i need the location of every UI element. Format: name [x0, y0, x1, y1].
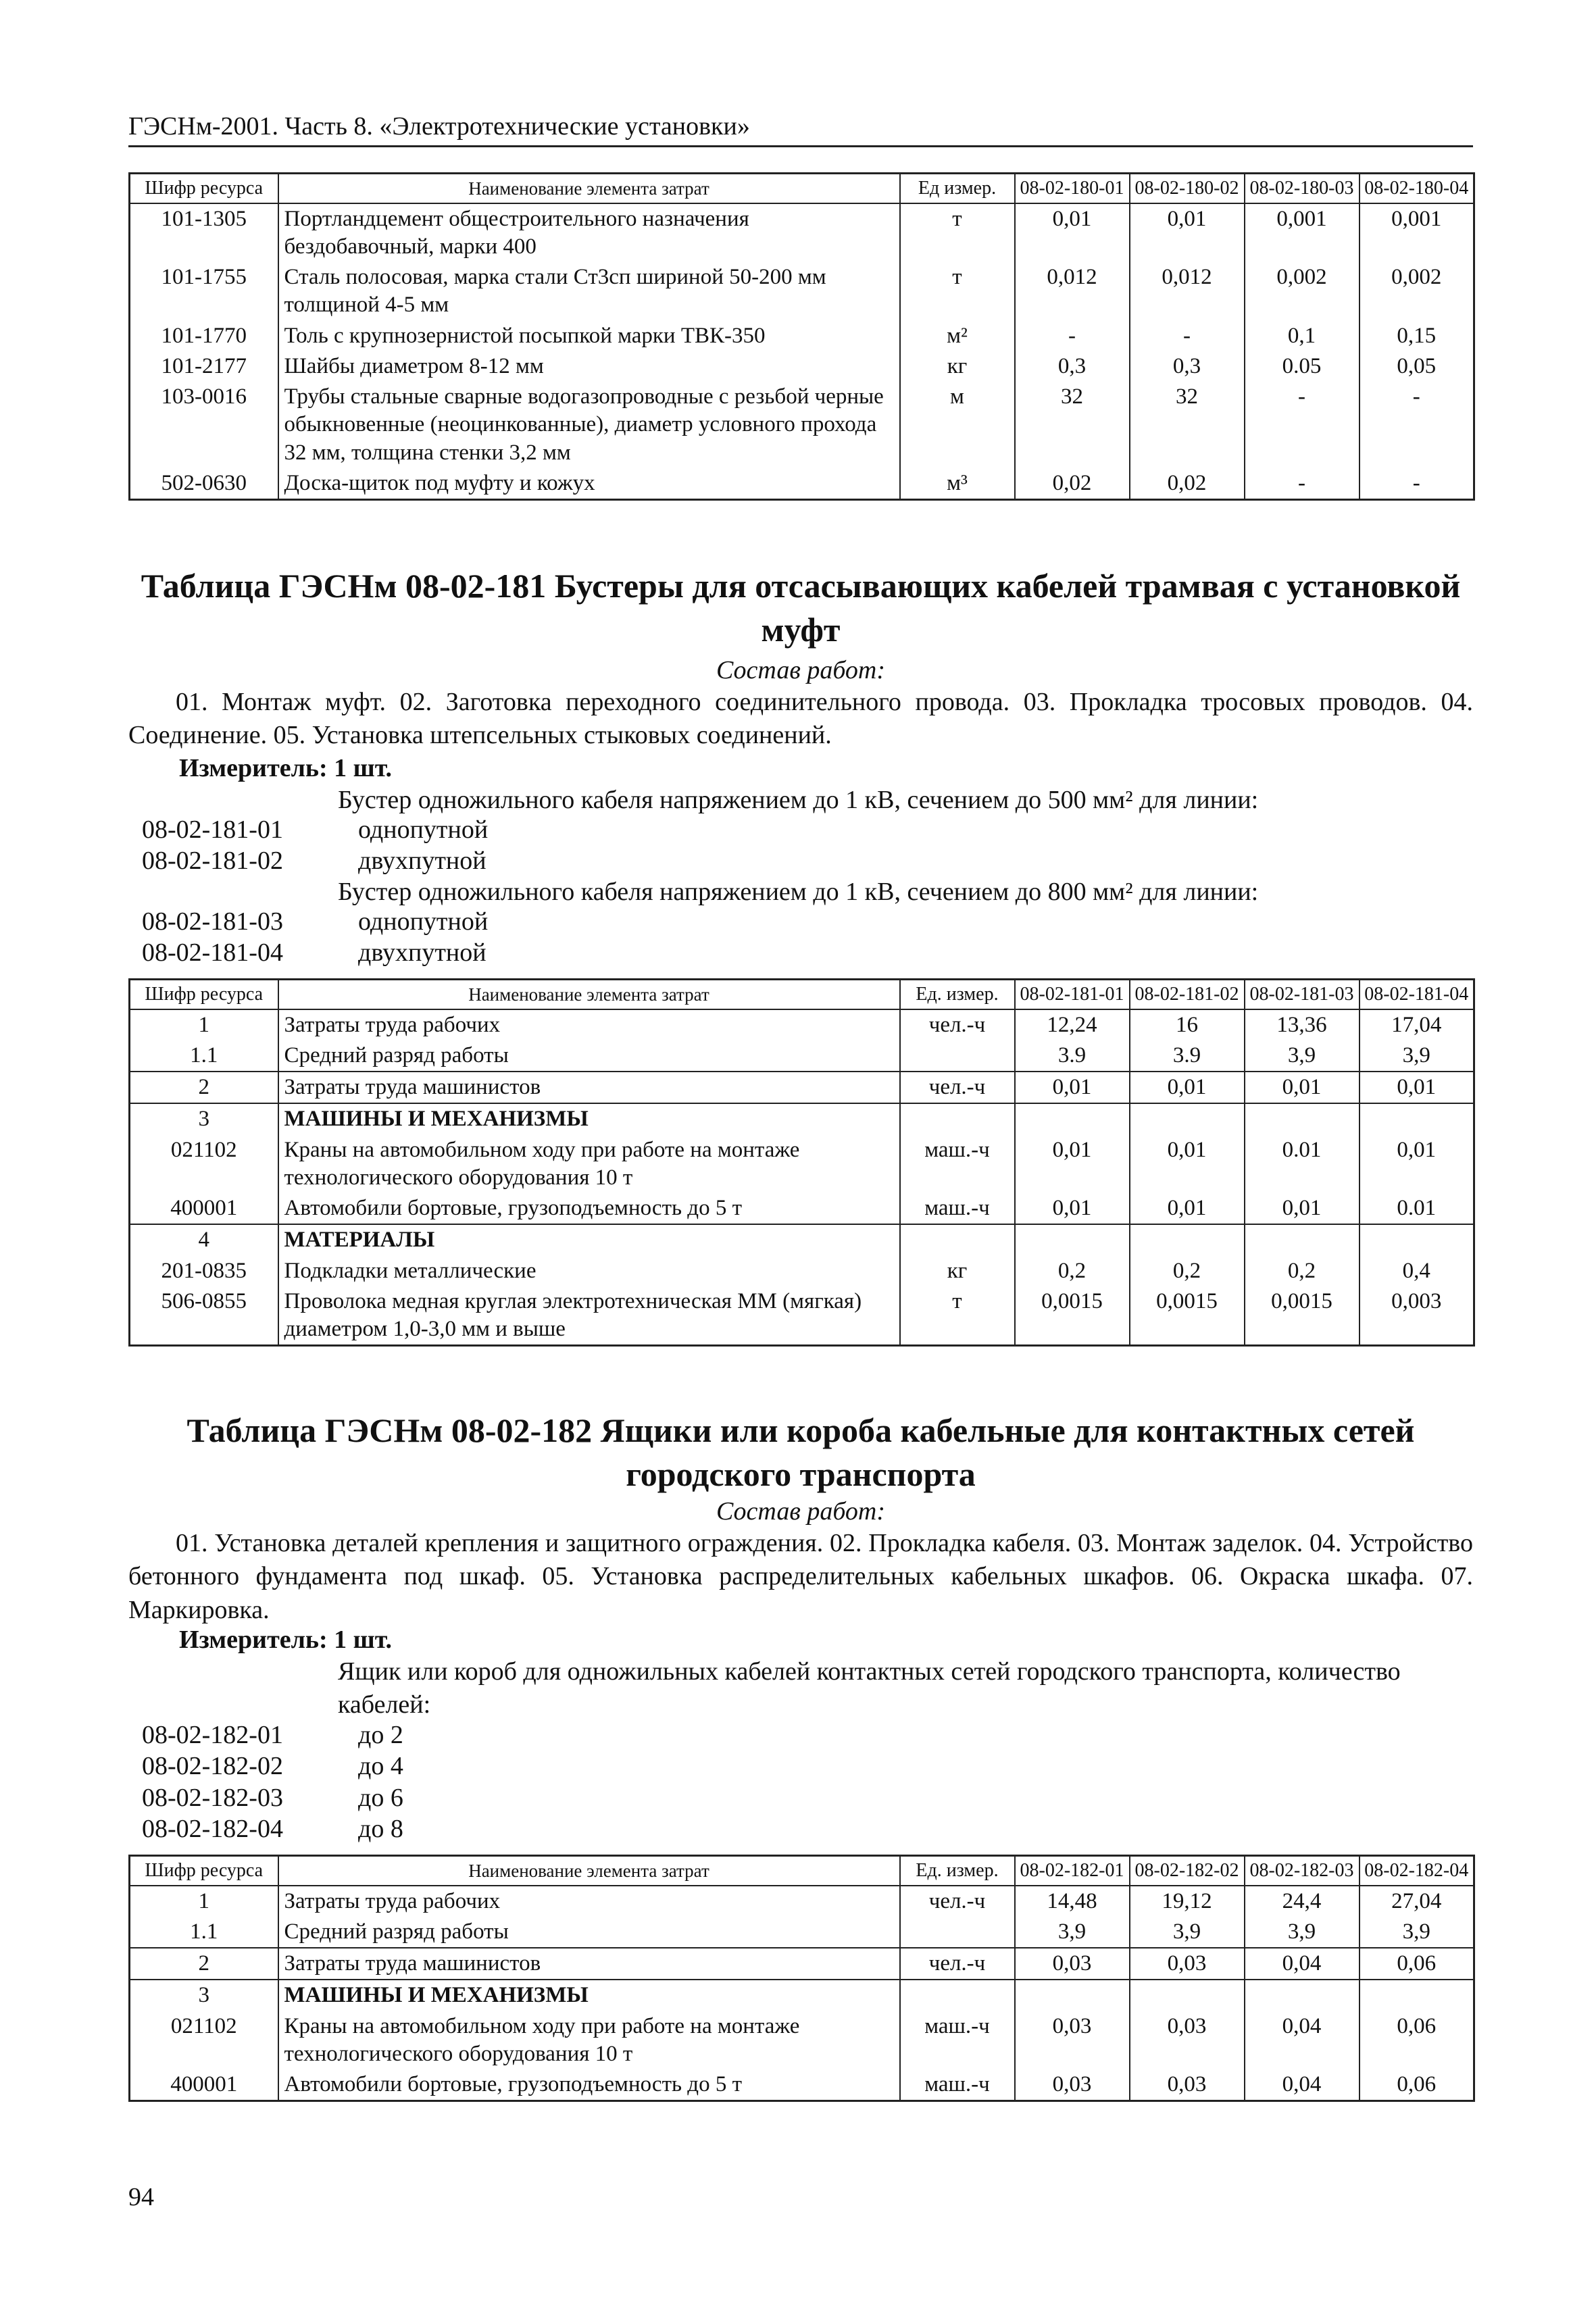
cell-name: Автомобили бортовые, грузоподъемность до 5 т — [278, 1193, 900, 1224]
cell-value: 0,03 — [1130, 2011, 1245, 2070]
header-col: 08-02-182-04 — [1360, 1856, 1474, 1886]
cell-name: Средний разряд работы — [278, 1917, 900, 1948]
cell-unit — [900, 1040, 1015, 1072]
header-col: 08-02-182-03 — [1245, 1856, 1360, 1886]
cell-value: 0,0015 — [1130, 1286, 1245, 1346]
table-header-row — [130, 980, 1474, 1009]
cell-unit: чел.-ч — [900, 1886, 1015, 1917]
cell-name: Подкладки металлические — [278, 1256, 900, 1286]
header-col: 08-02-182-01 — [1015, 1856, 1130, 1886]
cell-unit: т — [900, 262, 1015, 321]
header-unit: Ед. измер. — [900, 1856, 1015, 1886]
cell-value: 0,01 — [1360, 1072, 1474, 1103]
cell-value: 16 — [1130, 1009, 1245, 1040]
cell-value: 0,06 — [1360, 2069, 1474, 2101]
cell-unit: кг — [900, 351, 1015, 382]
cell-value: 0,2 — [1130, 1256, 1245, 1286]
cell-name: Портландцемент общестроительного назначения бездобавочный, марки 400 — [278, 203, 900, 263]
cell-value: 0,012 — [1015, 262, 1130, 321]
header-code: Шифр ресурса — [130, 1856, 278, 1886]
cell-unit: чел.-ч — [900, 1948, 1015, 1980]
cell-value — [1360, 1980, 1474, 2011]
cell-code: 021102 — [130, 1135, 278, 1194]
cell-value: 0,012 — [1130, 262, 1245, 321]
cell-value: 0,04 — [1245, 1948, 1360, 1980]
cell-name: МАТЕРИАЛЫ — [278, 1224, 900, 1255]
cell-value: 3.9 — [1015, 1040, 1130, 1072]
page-number: 94 — [128, 2183, 154, 2211]
cell-name: Средний разряд работы — [278, 1040, 900, 1072]
cell-code: 400001 — [130, 2069, 278, 2101]
cell-value: 0,05 — [1360, 351, 1474, 382]
cell-code: 2 — [130, 1072, 278, 1103]
cell-unit: кг — [900, 1256, 1015, 1286]
cell-value: 0,01 — [1015, 1135, 1130, 1194]
header-col: 08-02-181-01 — [1015, 980, 1130, 1009]
cell-value: 0,03 — [1015, 2069, 1130, 2101]
table-row — [130, 1948, 1474, 1980]
table-row — [130, 468, 1474, 500]
resource-table-181 — [128, 978, 1475, 1347]
resource-table-182 — [128, 1855, 1475, 2102]
cell-value: 0,003 — [1360, 1286, 1474, 1346]
cell-code: 1 — [130, 1886, 278, 1917]
cell-name: Краны на автомобильном ходу при работе на монтаже технологического оборудования 10 т — [278, 2011, 900, 2070]
table-row — [130, 2069, 1474, 2101]
cell-unit: м³ — [900, 468, 1015, 500]
list-item: 08-02-181-03 однопутной — [142, 907, 489, 936]
cell-name: Толь с крупнозернистой посыпкой марки ТВК-350 — [278, 321, 900, 351]
list-item: 08-02-182-01 до 2 — [142, 1721, 403, 1749]
header-col: 08-02-181-03 — [1245, 980, 1360, 1009]
header-col: 08-02-180-02 — [1130, 174, 1245, 203]
table-row — [130, 1009, 1474, 1040]
table-row — [130, 1224, 1474, 1255]
measure-label: Измеритель: 1 шт. — [179, 1626, 393, 1654]
table-row — [130, 1040, 1474, 1072]
cell-value: 0,04 — [1245, 2069, 1360, 2101]
header-col: 08-02-180-03 — [1245, 174, 1360, 203]
cell-value: 0,001 — [1245, 203, 1360, 263]
cell-value: 3,9 — [1015, 1917, 1130, 1948]
cell-value: 0,002 — [1245, 262, 1360, 321]
cell-value — [1130, 1224, 1245, 1255]
resource-table-180 — [128, 172, 1475, 501]
cell-value: 0.01 — [1360, 1193, 1474, 1224]
cell-value: 0,01 — [1245, 1193, 1360, 1224]
list-item: 08-02-181-01 однопутной — [142, 815, 489, 844]
cell-value: 12,24 — [1015, 1009, 1130, 1040]
cell-value: 3,9 — [1360, 1917, 1474, 1948]
cell-value: 0.01 — [1245, 1135, 1360, 1194]
header-col: 08-02-180-01 — [1015, 174, 1130, 203]
cell-value: 0,01 — [1245, 1072, 1360, 1103]
cell-value — [1130, 1103, 1245, 1134]
table-row — [130, 321, 1474, 351]
cell-value: 0,2 — [1245, 1256, 1360, 1286]
cell-name: Затраты труда рабочих — [278, 1009, 900, 1040]
table-row — [130, 1980, 1474, 2011]
cell-value — [1015, 1103, 1130, 1134]
item-list — [142, 906, 488, 969]
cell-value: 0,01 — [1360, 1135, 1474, 1194]
header-col: 08-02-181-04 — [1360, 980, 1474, 1009]
table-row — [130, 2011, 1474, 2070]
table-title-182: Таблица ГЭСНм 08-02-182 Ящики или короба кабельные для контактных сетей городского транспорта — [186, 1411, 1415, 1493]
cell-value: - — [1360, 468, 1474, 500]
cell-unit: маш.-ч — [900, 2069, 1015, 2101]
cell-unit: чел.-ч — [900, 1072, 1015, 1103]
cell-code: 201-0835 — [130, 1256, 278, 1286]
cell-name: Сталь полосовая, марка стали Ст3сп шириной 50-200 мм толщиной 4-5 мм — [278, 262, 900, 321]
cell-value: 0,15 — [1360, 321, 1474, 351]
cell-unit — [900, 1980, 1015, 2011]
cell-value: 0,1 — [1245, 321, 1360, 351]
table-row — [130, 1256, 1474, 1286]
table-row — [130, 351, 1474, 382]
cell-value: 0,04 — [1245, 2011, 1360, 2070]
cell-code: 2 — [130, 1948, 278, 1980]
cell-value: 0,03 — [1130, 1948, 1245, 1980]
cell-name: Проволока медная круглая электротехническая ММ (мягкая) диаметром 1,0-3,0 мм и выше — [278, 1286, 900, 1346]
cell-value: 17,04 — [1360, 1009, 1474, 1040]
cell-code: 021102 — [130, 2011, 278, 2070]
cell-value: - — [1245, 382, 1360, 468]
table-row — [130, 1286, 1474, 1346]
measure-label: Измеритель: 1 шт. — [179, 754, 393, 782]
cell-value: 0,01 — [1130, 203, 1245, 263]
cell-code: 1.1 — [130, 1917, 278, 1948]
header-unit: Ед измер. — [900, 174, 1015, 203]
table-header-row — [130, 174, 1474, 203]
cell-name: МАШИНЫ И МЕХАНИЗМЫ — [278, 1980, 900, 2011]
cell-value: 0,2 — [1015, 1256, 1130, 1286]
cell-value: 13,36 — [1245, 1009, 1360, 1040]
cell-value: 3,9 — [1360, 1040, 1474, 1072]
table-row — [130, 203, 1474, 263]
cell-name: Доска-щиток под муфту и кожух — [278, 468, 900, 500]
table-row — [130, 1103, 1474, 1134]
cell-code: 400001 — [130, 1193, 278, 1224]
cell-name: Краны на автомобильном ходу при работе на монтаже технологического оборудования 10 т — [278, 1135, 900, 1194]
cell-value: 3.9 — [1130, 1040, 1245, 1072]
list-item: 08-02-182-03 до 6 — [142, 1783, 403, 1812]
running-header: ГЭСНм-2001. Часть 8. «Электротехнические установки» — [128, 111, 1473, 147]
cell-value: 0,01 — [1130, 1072, 1245, 1103]
table-row — [130, 1135, 1474, 1194]
cell-unit — [900, 1917, 1015, 1948]
cell-value — [1245, 1103, 1360, 1134]
cell-value: 0,03 — [1130, 2069, 1245, 2101]
header-name: Наименование элемента затрат — [278, 1856, 900, 1886]
cell-code: 506-0855 — [130, 1286, 278, 1346]
table-row — [130, 262, 1474, 321]
header-col: 08-02-180-04 — [1360, 174, 1474, 203]
header-name: Наименование элемента затрат — [278, 980, 900, 1009]
cell-code: 1 — [130, 1009, 278, 1040]
cell-code: 101-2177 — [130, 351, 278, 382]
cell-code: 101-1755 — [130, 262, 278, 321]
cell-unit: маш.-ч — [900, 1135, 1015, 1194]
list-item: 08-02-181-04 двухпутной — [142, 938, 487, 967]
item-list — [142, 1719, 403, 1844]
cell-value: 0,01 — [1015, 1193, 1130, 1224]
cell-value: 0.05 — [1245, 351, 1360, 382]
table-row — [130, 1886, 1474, 1917]
list-item: 08-02-181-02 двухпутной — [142, 847, 487, 876]
cell-value: 0,06 — [1360, 1948, 1474, 1980]
cell-value: 0,0015 — [1015, 1286, 1130, 1346]
cell-value: 32 — [1015, 382, 1130, 468]
item-list — [142, 814, 488, 877]
cell-name: Затраты труда машинистов — [278, 1948, 900, 1980]
header-col: 08-02-182-02 — [1130, 1856, 1245, 1886]
cell-code: 1.1 — [130, 1040, 278, 1072]
cell-value: 0,01 — [1015, 203, 1130, 263]
cell-name: Шайбы диаметром 8-12 мм — [278, 351, 900, 382]
cell-unit: маш.-ч — [900, 1193, 1015, 1224]
cell-name: Трубы стальные сварные водогазопроводные с резьбой черные обыкновенные (неоцинкованные), диаметр условного прохода 32 мм, толщина стенки 3,2 мм — [278, 382, 900, 468]
cell-code: 101-1305 — [130, 203, 278, 263]
cell-code: 3 — [130, 1103, 278, 1134]
header-unit: Ед. измер. — [900, 980, 1015, 1009]
cell-unit — [900, 1224, 1015, 1255]
header-col: 08-02-181-02 — [1130, 980, 1245, 1009]
table-row — [130, 1193, 1474, 1224]
table-title-181: Таблица ГЭСНм 08-02-181 Бустеры для отсасывающих кабелей трамвая с установкой муфт — [141, 567, 1461, 649]
cell-value: 0,001 — [1360, 203, 1474, 263]
cell-unit — [900, 1103, 1015, 1134]
cell-unit: м — [900, 382, 1015, 468]
cell-value: - — [1015, 321, 1130, 351]
cell-value: 32 — [1130, 382, 1245, 468]
cell-unit: чел.-ч — [900, 1009, 1015, 1040]
cell-value: 0,4 — [1360, 1256, 1474, 1286]
cell-value: 3,9 — [1130, 1917, 1245, 1948]
table-header-row — [130, 1856, 1474, 1886]
cell-value: 0,002 — [1360, 262, 1474, 321]
cell-value — [1245, 1980, 1360, 2011]
cell-code: 502-0630 — [130, 468, 278, 500]
composition-text: 01. Установка деталей крепления и защитного ограждения. 02. Прокладка кабеля. 03. Монтаж заделок. 04. Устройство бетонного фундамента под шкаф. 05. Установка распределительных кабельных шкафов. 06. Окраска шкафа. 07. Маркировка. — [128, 1529, 1473, 1624]
cell-value — [1360, 1224, 1474, 1255]
cell-value — [1015, 1980, 1130, 2011]
cell-name: Автомобили бортовые, грузоподъемность до 5 т — [278, 2069, 900, 2101]
cell-unit: т — [900, 1286, 1015, 1346]
header-name: Наименование элемента затрат — [278, 174, 900, 203]
cell-value — [1360, 1103, 1474, 1134]
cell-name: Затраты труда машинистов — [278, 1072, 900, 1103]
header-code: Шифр ресурса — [130, 980, 278, 1009]
composition-label: Состав работ: — [716, 656, 886, 684]
cell-value: 0,01 — [1015, 1072, 1130, 1103]
cell-value: 0,02 — [1015, 468, 1130, 500]
cell-value: 0,3 — [1015, 351, 1130, 382]
cell-value: - — [1130, 321, 1245, 351]
cell-code: 101-1770 — [130, 321, 278, 351]
item-description: Бустер одножильного кабеля напряжением до 1 кВ, сечением до 800 мм² для линии: — [338, 878, 1259, 906]
cell-value: 19,12 — [1130, 1886, 1245, 1917]
composition-text: 01. Монтаж муфт. 02. Заготовка переходного соединительного провода. 03. Прокладка тросовых проводов. 04. Соединение. 05. Установка штепсельных стыковых соединений. — [128, 688, 1473, 750]
cell-value: 0,01 — [1130, 1135, 1245, 1194]
composition-label: Состав работ: — [716, 1497, 886, 1526]
cell-name: Затраты труда рабочих — [278, 1886, 900, 1917]
cell-unit: т — [900, 203, 1015, 263]
item-description: Ящик или короб для одножильных кабелей контактных сетей городского транспорта, количество кабелей: — [338, 1657, 1401, 1719]
cell-unit: маш.-ч — [900, 2011, 1015, 2070]
cell-name: МАШИНЫ И МЕХАНИЗМЫ — [278, 1103, 900, 1134]
cell-value: 3,9 — [1245, 1040, 1360, 1072]
cell-code: 3 — [130, 1980, 278, 2011]
cell-value: 27,04 — [1360, 1886, 1474, 1917]
list-item: 08-02-182-04 до 8 — [142, 1815, 403, 1844]
table-row — [130, 1072, 1474, 1103]
cell-value: - — [1245, 468, 1360, 500]
cell-value: 0,03 — [1015, 1948, 1130, 1980]
cell-value: 0,02 — [1130, 468, 1245, 500]
table-row — [130, 382, 1474, 468]
cell-value: 14,48 — [1015, 1886, 1130, 1917]
list-item: 08-02-182-02 до 4 — [142, 1752, 403, 1781]
item-description: Бустер одножильного кабеля напряжением до 1 кВ, сечением до 500 мм² для линии: — [338, 786, 1259, 814]
cell-value: 0,03 — [1015, 2011, 1130, 2070]
cell-value: 3,9 — [1245, 1917, 1360, 1948]
cell-value — [1130, 1980, 1245, 2011]
header-code: Шифр ресурса — [130, 174, 278, 203]
table-row — [130, 1917, 1474, 1948]
cell-unit: м² — [900, 321, 1015, 351]
cell-code: 4 — [130, 1224, 278, 1255]
cell-value — [1245, 1224, 1360, 1255]
cell-value: 24,4 — [1245, 1886, 1360, 1917]
cell-value: 0,0015 — [1245, 1286, 1360, 1346]
cell-code: 103-0016 — [130, 382, 278, 468]
cell-value: - — [1360, 382, 1474, 468]
cell-value — [1015, 1224, 1130, 1255]
cell-value: 0,01 — [1130, 1193, 1245, 1224]
cell-value: 0,06 — [1360, 2011, 1474, 2070]
cell-value: 0,3 — [1130, 351, 1245, 382]
